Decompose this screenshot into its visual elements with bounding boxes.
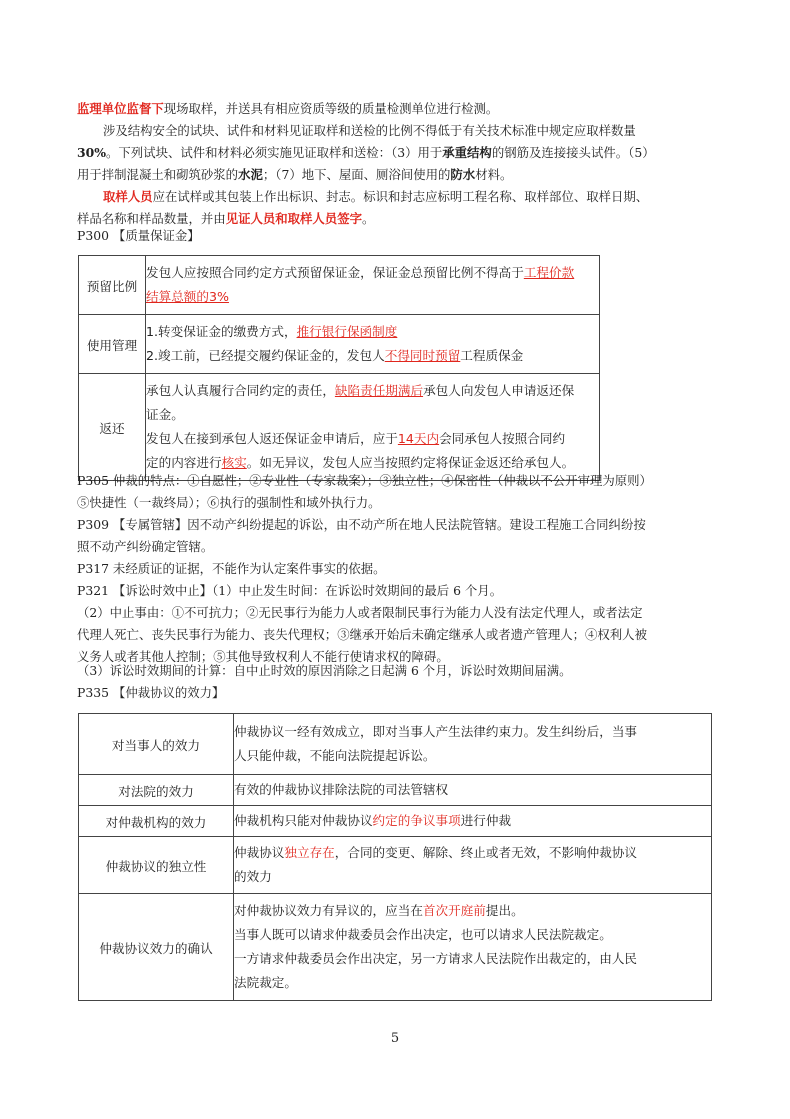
- bold-text: 水泥: [238, 167, 263, 182]
- highlight-text: 不得同时预留: [384, 348, 461, 363]
- text: 。下列试块、试件和材料必须实施见证取样和送检：（3）用于: [106, 145, 443, 160]
- row-content: [234, 806, 712, 837]
- bold-text: 30%: [77, 145, 107, 160]
- text: 承包人向发包人申请返还保: [423, 383, 575, 398]
- text: 1.转变保证金的缴费方式，: [146, 324, 297, 339]
- table-row: [79, 714, 712, 775]
- intro-paragraph-2-line-2: [77, 143, 717, 163]
- text: 承包人认真履行合同约定的责任，: [146, 383, 335, 398]
- text: 发包人在接到承包人返还保证金申请后，应于: [146, 431, 398, 446]
- row-content: [234, 894, 712, 1001]
- table-row: [79, 374, 600, 481]
- section-heading-p300: P300 【质量保证金】: [77, 228, 200, 243]
- text: 用于拌制混凝土和砌筑砂浆的: [77, 167, 239, 182]
- row-header: 仲裁协议效力的确认: [79, 894, 234, 1001]
- body-line: （3）诉讼时效期间的计算：自中止时效的原因消除之日起满 6 个月，诉讼时效期间届满。: [77, 663, 572, 678]
- row-header: 仲裁协议的独立性: [79, 837, 234, 894]
- highlight-text: 取样人员: [103, 189, 153, 204]
- text: 证金。: [146, 407, 184, 422]
- arbitration-agreement-table: [78, 713, 712, 1001]
- text: 当事人既可以请求仲裁委员会作出决定，也可以请求人民法院裁定。: [234, 927, 612, 942]
- text: 一方请求仲裁委员会作出决定，另一方请求人民法院作出裁定的，由人民: [234, 951, 637, 966]
- highlight-text: 首次开庭前: [422, 903, 486, 918]
- highlight-text: 独立存在: [284, 845, 335, 860]
- body-line: 照不动产纠纷确定管辖。: [77, 539, 214, 554]
- intro-paragraph-2-line-3: [77, 165, 717, 185]
- row-header: 对当事人的效力: [79, 714, 234, 775]
- table-row: [79, 894, 712, 1001]
- row-header: 对仲裁机构的效力: [79, 806, 234, 837]
- row-content: [146, 374, 600, 481]
- text: ；（7）地下、屋面、厕浴间使用的: [262, 167, 451, 182]
- body-line: ⑤快捷性（一裁终局）；⑥执行的强制性和域外执行力。: [77, 495, 381, 510]
- page-number: 5: [390, 1031, 400, 1046]
- table-row: [79, 775, 712, 806]
- body-line: （2）中止事由：①不可抗力；②无民事行为能力人或者限制民事行为能力人没有法定代理人，或者法定: [77, 605, 643, 620]
- text: 仲裁机构只能对仲裁协议: [234, 813, 373, 828]
- quality-deposit-table: [78, 255, 600, 481]
- body-line: P321 【诉讼时效中止】（1）中止发生时间：在诉讼时效期间的最后 6 个月。: [77, 583, 503, 598]
- text: 法院裁定。: [234, 975, 297, 990]
- text: 现场取样，并送具有相应资质等级的质量检测单位进行检测。: [163, 101, 499, 116]
- highlight-text: 工程价款: [523, 265, 575, 280]
- text: 材料。: [475, 167, 513, 182]
- text: 定的内容进行: [146, 455, 222, 470]
- table-row: [79, 837, 712, 894]
- text: 仲裁协议一经有效成立，即对当事人产生法律约束力。发生纠纷后，当事: [234, 724, 637, 739]
- intro-paragraph-3-line-1: [103, 187, 743, 207]
- text: 。: [361, 211, 375, 226]
- text: ，合同的变更、解除、终止或者无效，不影响仲裁协议: [334, 845, 637, 860]
- highlight-text: 结算总额的3%: [146, 289, 229, 304]
- text: 的效力: [234, 869, 272, 884]
- highlight-text: 见证人员和取样人员签字: [225, 211, 362, 226]
- text: 。如无异议，发包人应当按照约定将保证金返还给承包人。: [246, 455, 575, 470]
- body-line: 代理人死亡、丧失民事行为能力、丧失代理权；③继承开始后未确定继承人或者遗产管理人；④权利人被: [77, 627, 647, 642]
- text: 会同承包人按照合同约: [439, 431, 566, 446]
- row-header: 对法院的效力: [79, 775, 234, 806]
- highlight-text: 14天内: [397, 431, 440, 446]
- table-row: [79, 256, 600, 315]
- body-line: P305 仲裁的特点：①自愿性；②专业性（专家裁案）；③独立性；④保密性（仲裁以不公开审理为原则）: [77, 473, 652, 488]
- text: 涉及结构安全的试块、试件和材料见证取样和送检的比例不得低于有关技术标准中规定应取样数量: [103, 123, 636, 138]
- row-header: 预留比例: [79, 256, 146, 315]
- intro-paragraph-1: [77, 99, 717, 119]
- text: 对仲裁协议效力有异议的，应当在: [234, 903, 423, 918]
- body-line: P309 【专属管辖】因不动产纠纷提起的诉讼，由不动产所在地人民法院管辖。建设工程施工合同纠纷按: [77, 517, 646, 532]
- row-header: 返还: [79, 374, 146, 481]
- row-content: [146, 315, 600, 374]
- body-line: 义务人或者其他人控制；⑤其他导致权利人不能行使请求权的障碍。: [77, 649, 449, 664]
- intro-paragraph-2-line-1: [103, 121, 743, 141]
- text: 样品名称和样品数量，并由: [77, 211, 226, 226]
- text: 仲裁协议: [234, 845, 285, 860]
- table-row: [79, 315, 600, 374]
- row-content: [234, 837, 712, 894]
- text: 进行仲裁: [460, 813, 512, 828]
- body-line: P317 未经质证的证据，不能作为认定案件事实的依据。: [77, 561, 386, 576]
- bold-text: 承重结构: [442, 145, 492, 160]
- highlight-text: 监理单位监督下: [77, 101, 164, 116]
- highlight-text: 核实: [221, 455, 247, 470]
- highlight-text: 缺陷责任期满后: [334, 383, 424, 398]
- text: 的钢筋及连接接头试件。（5）: [491, 145, 655, 160]
- row-content: 有效的仲裁协议排除法院的司法管辖权: [234, 775, 712, 806]
- bold-text: 防水: [450, 167, 476, 182]
- text: 应在试样或其包装上作出标识、封志。标识和封志应标明工程名称、取样部位、取样日期、: [152, 189, 649, 204]
- highlight-text: 推行银行保函制度: [296, 324, 398, 339]
- row-header: 使用管理: [79, 315, 146, 374]
- text: 发包人应按照合同约定方式预留保证金，保证金总预留比例不得高于: [146, 265, 524, 280]
- table-row: [79, 806, 712, 837]
- row-content: [146, 256, 600, 315]
- text: 工程质保金: [460, 348, 524, 363]
- text: 2.竣工前，已经提交履约保证金的，发包人: [146, 348, 385, 363]
- section-heading-p335: P335 【仲裁协议的效力】: [77, 685, 225, 700]
- text: 提出。: [485, 903, 524, 918]
- highlight-text: 约定的争议事项: [372, 813, 461, 828]
- text: 人只能仲裁，不能向法院提起诉讼。: [234, 748, 436, 763]
- row-content: [234, 714, 712, 775]
